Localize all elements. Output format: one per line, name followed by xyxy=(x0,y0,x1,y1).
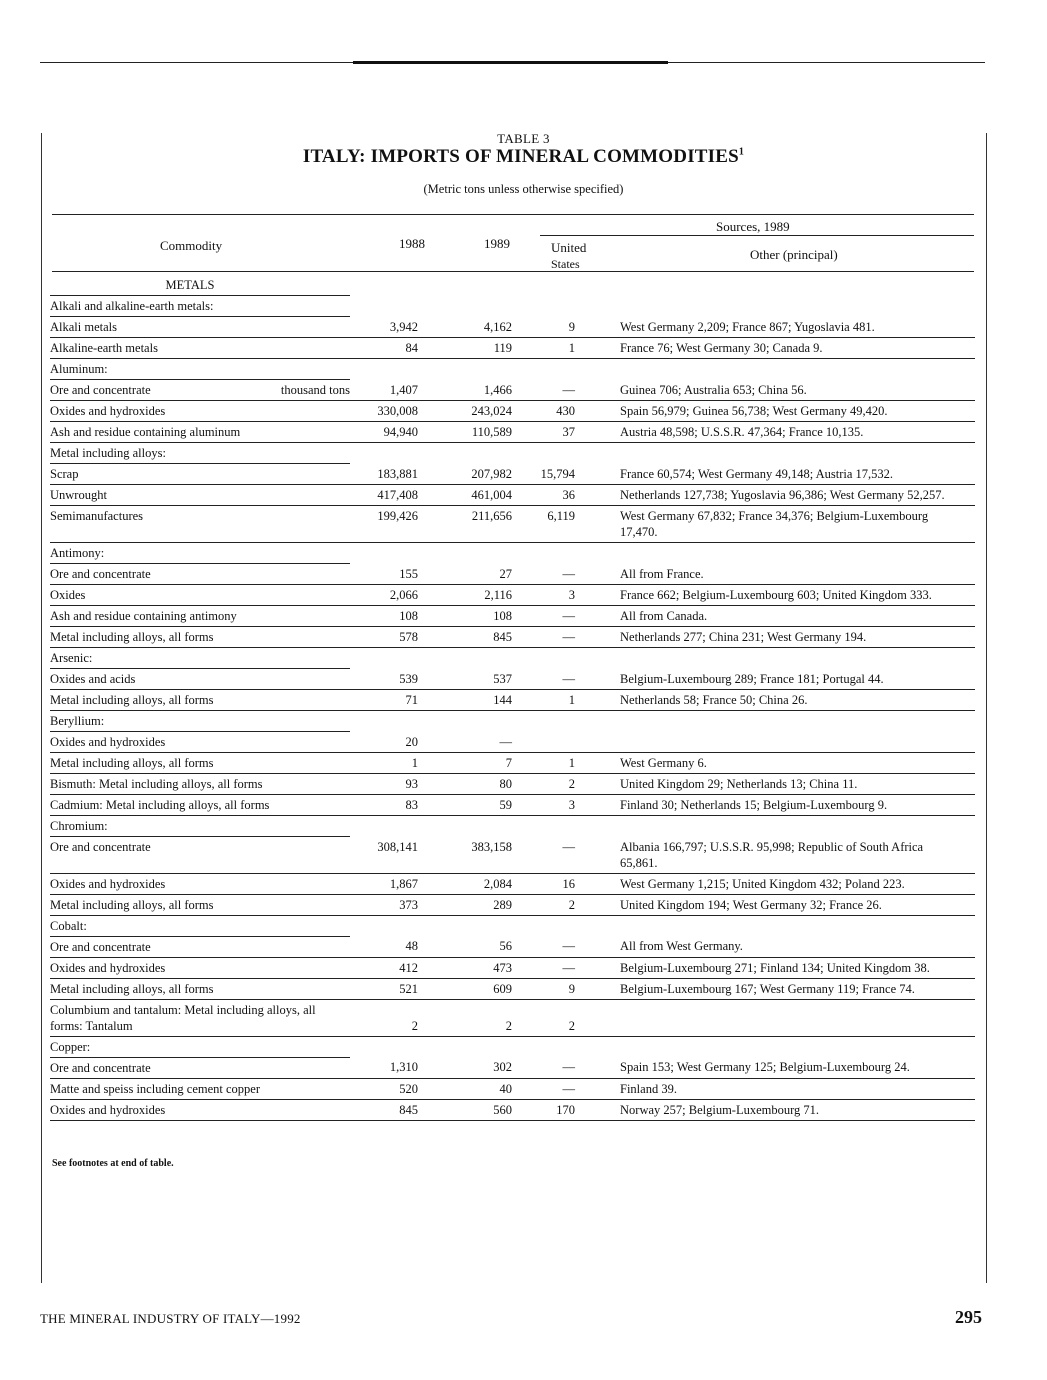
commodity-label: Alkali and alkaline-earth metals: xyxy=(50,299,214,313)
commodity-label: Oxides and hydroxides xyxy=(50,960,166,975)
value-us xyxy=(520,816,600,837)
other-sources: United Kingdom 194; West Germany 32; France 26. xyxy=(600,894,975,915)
value-1989 xyxy=(430,816,520,837)
value-1988: 417,408 xyxy=(350,485,430,506)
table-row xyxy=(50,317,975,338)
commodity-cell xyxy=(50,506,350,543)
value-us: — xyxy=(520,1057,600,1078)
value-1988 xyxy=(350,296,430,317)
commodity-cell xyxy=(50,957,350,978)
other-sources: Albania 166,797; U.S.S.R. 95,998; Republic of South Africa 65,861. xyxy=(600,837,975,874)
value-us xyxy=(520,359,600,380)
commodity-label: Aluminum: xyxy=(50,362,108,376)
commodity-cell xyxy=(50,401,350,422)
other-sources: All from Canada. xyxy=(600,606,975,627)
imports-table xyxy=(50,275,975,1121)
value-us: 37 xyxy=(520,422,600,443)
commodity-label: Cadmium: Metal including alloys, all forms xyxy=(50,798,270,812)
other-sources xyxy=(600,296,975,317)
value-1989: 1,466 xyxy=(430,380,520,401)
value-us: 1 xyxy=(520,338,600,359)
value-us: 1 xyxy=(520,690,600,711)
value-us: — xyxy=(520,564,600,585)
commodity-cell xyxy=(50,690,350,711)
other-sources: Austria 48,598; U.S.S.R. 47,364; France 10,135. xyxy=(600,422,975,443)
value-1988: 108 xyxy=(350,606,430,627)
table-row xyxy=(50,564,975,585)
commodity-label: Chromium: xyxy=(50,819,108,833)
value-us: 6,119 xyxy=(520,506,600,543)
value-1988 xyxy=(350,443,430,464)
value-1989: 383,158 xyxy=(430,837,520,874)
value-1988 xyxy=(350,711,430,732)
commodity-cell xyxy=(50,774,350,795)
value-1988: 578 xyxy=(350,627,430,648)
commodity-cell xyxy=(50,1099,350,1120)
commodity-label: Copper: xyxy=(50,1039,91,1054)
value-us: 430 xyxy=(520,401,600,422)
value-us xyxy=(520,711,600,732)
value-1988 xyxy=(350,648,430,669)
commodity-cell xyxy=(50,978,350,999)
header-bottom-rule xyxy=(52,271,974,272)
group-row xyxy=(50,816,975,837)
value-1989 xyxy=(430,915,520,936)
value-1988: 94,940 xyxy=(350,422,430,443)
value-us xyxy=(520,443,600,464)
col-header-1989: 1989 xyxy=(484,236,510,251)
commodity-label: Metal including alloys, all forms xyxy=(50,756,214,770)
table-row xyxy=(50,873,975,894)
col-header-united-states xyxy=(551,240,586,272)
table-row xyxy=(50,690,975,711)
commodity-label: Ash and residue containing aluminum xyxy=(50,425,241,439)
value-us xyxy=(520,648,600,669)
commodity-cell xyxy=(50,936,350,957)
other-sources xyxy=(600,816,975,837)
value-1989: 845 xyxy=(430,627,520,648)
value-1988: 412 xyxy=(350,957,430,978)
imports-table-body xyxy=(50,275,975,1120)
value-1989: — xyxy=(430,732,520,753)
value-1989: 2,084 xyxy=(430,873,520,894)
table-row xyxy=(50,753,975,774)
value-us: 36 xyxy=(520,485,600,506)
value-us: 1 xyxy=(520,753,600,774)
value-1988: 1,867 xyxy=(350,873,430,894)
commodity-label: Alkaline-earth metals xyxy=(50,341,158,355)
commodity-cell xyxy=(50,837,350,874)
group-row xyxy=(50,711,975,732)
col-header-us-line2: States xyxy=(551,257,580,271)
commodity-label: Metal including alloys: xyxy=(50,446,166,460)
commodity-cell xyxy=(50,894,350,915)
value-1989 xyxy=(430,648,520,669)
value-1989 xyxy=(430,543,520,564)
commodity-cell xyxy=(50,275,350,296)
commodity-label: Ore and concentrate xyxy=(50,1060,151,1075)
commodity-label: METALS xyxy=(165,278,215,292)
other-sources: Belgium-Luxembourg 167; West Germany 119; France 74. xyxy=(600,978,975,999)
table-title xyxy=(0,146,1047,168)
group-row xyxy=(50,1036,975,1057)
group-row xyxy=(50,359,975,380)
value-1989: 40 xyxy=(430,1078,520,1099)
table-row xyxy=(50,732,975,753)
value-us: — xyxy=(520,606,600,627)
table-row xyxy=(50,894,975,915)
commodity-cell xyxy=(50,711,350,732)
other-sources: United Kingdom 29; Netherlands 13; China 11. xyxy=(600,774,975,795)
commodity-label: Ore and concentrate xyxy=(50,939,151,954)
other-sources: All from West Germany. xyxy=(600,936,975,957)
commodity-label: Antimony: xyxy=(50,546,105,560)
table-row xyxy=(50,380,975,401)
other-sources: West Germany 67,832; France 34,376; Belgium-Luxembourg 17,470. xyxy=(600,506,975,543)
table-row xyxy=(50,837,975,874)
running-footer: THE MINERAL INDUSTRY OF ITALY—1992 xyxy=(40,1311,301,1326)
commodity-cell xyxy=(50,317,350,338)
commodity-label: Cobalt: xyxy=(50,918,87,933)
commodity-label: Columbium and tantalum: Metal including alloys, all forms: Tantalum xyxy=(50,1002,316,1033)
value-us: — xyxy=(520,957,600,978)
value-1989: 110,589 xyxy=(430,422,520,443)
value-1988 xyxy=(350,816,430,837)
commodity-label: Bismuth: Metal including alloys, all forms xyxy=(50,777,263,791)
value-1989: 7 xyxy=(430,753,520,774)
table-row xyxy=(50,669,975,690)
commodity-label: Scrap xyxy=(50,467,79,481)
table-row xyxy=(50,999,975,1036)
commodity-label: Oxides xyxy=(50,588,86,602)
value-us: 2 xyxy=(520,894,600,915)
title-footnote-marker: 1 xyxy=(738,146,745,158)
table-title-text: ITALY: IMPORTS OF MINERAL COMMODITIES xyxy=(302,146,739,167)
value-us xyxy=(520,732,600,753)
value-1988: 1,407 xyxy=(350,380,430,401)
value-1988: 183,881 xyxy=(350,464,430,485)
value-1989: 59 xyxy=(430,795,520,816)
value-us: — xyxy=(520,1078,600,1099)
value-1988 xyxy=(350,915,430,936)
commodity-cell xyxy=(50,606,350,627)
value-1989: 473 xyxy=(430,957,520,978)
commodity-cell xyxy=(50,753,350,774)
commodity-cell xyxy=(50,648,350,669)
value-1988 xyxy=(350,543,430,564)
value-1988: 199,426 xyxy=(350,506,430,543)
commodity-label: Unwrought xyxy=(50,488,107,502)
commodity-cell xyxy=(50,485,350,506)
commodity-label: Oxides and acids xyxy=(50,672,136,686)
value-1989 xyxy=(430,443,520,464)
value-1988: 308,141 xyxy=(350,837,430,874)
value-us: 9 xyxy=(520,317,600,338)
value-1989: 56 xyxy=(430,936,520,957)
other-sources xyxy=(600,443,975,464)
commodity-cell xyxy=(50,1078,350,1099)
commodity-cell xyxy=(50,1036,350,1057)
commodity-cell xyxy=(50,999,350,1036)
value-1989 xyxy=(430,359,520,380)
value-1989: 243,024 xyxy=(430,401,520,422)
value-1989: 302 xyxy=(430,1057,520,1078)
value-1989: 560 xyxy=(430,1099,520,1120)
table-row xyxy=(50,338,975,359)
commodity-cell xyxy=(50,1057,350,1078)
value-1989 xyxy=(430,296,520,317)
value-1989: 211,656 xyxy=(430,506,520,543)
value-us: 9 xyxy=(520,978,600,999)
commodity-label: Oxides and hydroxides xyxy=(50,876,166,891)
commodity-label: Oxides and hydroxides xyxy=(50,404,166,418)
table-row xyxy=(50,485,975,506)
value-us: — xyxy=(520,380,600,401)
value-1988: 93 xyxy=(350,774,430,795)
commodity-cell xyxy=(50,443,350,464)
commodity-label: Metal including alloys, all forms xyxy=(50,897,214,912)
commodity-cell xyxy=(50,543,350,564)
other-sources xyxy=(600,275,975,296)
other-sources xyxy=(600,711,975,732)
value-us: — xyxy=(520,936,600,957)
commodity-label: Semimanufactures xyxy=(50,509,144,523)
table-row xyxy=(50,464,975,485)
sources-rule xyxy=(540,235,974,236)
page-number: 295 xyxy=(955,1307,982,1327)
table-row xyxy=(50,1057,975,1078)
commodity-cell xyxy=(50,732,350,753)
other-sources: France 662; Belgium-Luxembourg 603; United Kingdom 333. xyxy=(600,585,975,606)
value-1988: 20 xyxy=(350,732,430,753)
commodity-label: Beryllium: xyxy=(50,714,105,728)
commodity-label: Arsenic: xyxy=(50,651,93,665)
table-row xyxy=(50,774,975,795)
value-1989: 461,004 xyxy=(430,485,520,506)
table-row xyxy=(50,401,975,422)
value-1988: 2 xyxy=(350,999,430,1036)
table-row xyxy=(50,957,975,978)
value-1988: 845 xyxy=(350,1099,430,1120)
other-sources xyxy=(600,999,975,1036)
other-sources xyxy=(600,543,975,564)
value-us xyxy=(520,915,600,936)
commodity-cell xyxy=(50,359,350,380)
value-1988: 2,066 xyxy=(350,585,430,606)
value-1988: 521 xyxy=(350,978,430,999)
value-us xyxy=(520,543,600,564)
commodity-cell xyxy=(50,795,350,816)
other-sources: Belgium-Luxembourg 271; Finland 134; United Kingdom 38. xyxy=(600,957,975,978)
commodity-cell xyxy=(50,873,350,894)
value-1989 xyxy=(430,711,520,732)
value-us: — xyxy=(520,627,600,648)
commodity-cell xyxy=(50,915,350,936)
table-row xyxy=(50,422,975,443)
value-1989: 2,116 xyxy=(430,585,520,606)
col-header-1988: 1988 xyxy=(399,236,425,251)
other-sources: Norway 257; Belgium-Luxembourg 71. xyxy=(600,1099,975,1120)
value-1989 xyxy=(430,275,520,296)
value-1989: 80 xyxy=(430,774,520,795)
value-1988: 155 xyxy=(350,564,430,585)
left-margin-line xyxy=(41,133,42,1283)
commodity-cell xyxy=(50,627,350,648)
footnote: See footnotes at end of table. xyxy=(52,1158,174,1169)
table-row xyxy=(50,795,975,816)
commodity-label: Metal including alloys, all forms xyxy=(50,693,214,707)
table-row xyxy=(50,627,975,648)
group-row xyxy=(50,296,975,317)
value-1988: 84 xyxy=(350,338,430,359)
other-sources: All from France. xyxy=(600,564,975,585)
other-sources xyxy=(600,915,975,936)
other-sources: Netherlands 277; China 231; West Germany 194. xyxy=(600,627,975,648)
other-sources: West Germany 6. xyxy=(600,753,975,774)
other-sources: Finland 30; Netherlands 15; Belgium-Luxembourg 9. xyxy=(600,795,975,816)
other-sources xyxy=(600,1036,975,1057)
value-1988: 83 xyxy=(350,795,430,816)
other-sources: Netherlands 58; France 50; China 26. xyxy=(600,690,975,711)
value-1988: 71 xyxy=(350,690,430,711)
commodity-label: Metal including alloys, all forms xyxy=(50,630,214,644)
commodity-label: Ore and concentrate xyxy=(50,383,151,397)
group-row xyxy=(50,648,975,669)
value-1988: 1 xyxy=(350,753,430,774)
value-1988 xyxy=(350,1036,430,1057)
value-1988 xyxy=(350,275,430,296)
commodity-cell xyxy=(50,464,350,485)
value-us xyxy=(520,296,600,317)
commodity-label: Matte and speiss including cement copper xyxy=(50,1081,261,1096)
commodity-label: Oxides and hydroxides xyxy=(50,1102,166,1117)
table-row xyxy=(50,1099,975,1120)
commodity-cell xyxy=(50,564,350,585)
table-row xyxy=(50,978,975,999)
value-1988: 330,008 xyxy=(350,401,430,422)
commodity-cell xyxy=(50,296,350,317)
col-header-commodity: Commodity xyxy=(160,238,223,253)
value-1989: 108 xyxy=(430,606,520,627)
table-row xyxy=(50,606,975,627)
other-sources: Netherlands 127,738; Yugoslavia 96,386; West Germany 52,257. xyxy=(600,485,975,506)
commodity-cell xyxy=(50,338,350,359)
commodity-cell xyxy=(50,816,350,837)
value-1989: 119 xyxy=(430,338,520,359)
commodity-cell xyxy=(50,422,350,443)
value-1989: 4,162 xyxy=(430,317,520,338)
value-us: — xyxy=(520,837,600,874)
value-us: 2 xyxy=(520,774,600,795)
commodity-label: Ore and concentrate xyxy=(50,567,151,581)
value-1989: 207,982 xyxy=(430,464,520,485)
commodity-label: Ore and concentrate xyxy=(50,840,151,854)
group-row xyxy=(50,443,975,464)
value-us xyxy=(520,275,600,296)
col-header-sources: Sources, 1989 xyxy=(716,219,790,234)
other-sources xyxy=(600,648,975,669)
commodity-label: Alkali metals xyxy=(50,320,117,334)
other-sources: Guinea 706; Australia 653; China 56. xyxy=(600,380,975,401)
table-row xyxy=(50,936,975,957)
value-1988 xyxy=(350,359,430,380)
other-sources: Belgium-Luxembourg 289; France 181; Portugal 44. xyxy=(600,669,975,690)
commodity-cell xyxy=(50,669,350,690)
col-header-us-line1: United xyxy=(551,240,587,255)
commodity-label: Oxides and hydroxides xyxy=(50,735,166,749)
value-us: 3 xyxy=(520,585,600,606)
value-us: 16 xyxy=(520,873,600,894)
value-1989: 144 xyxy=(430,690,520,711)
value-1989 xyxy=(430,1036,520,1057)
commodity-cell xyxy=(50,585,350,606)
right-margin-line xyxy=(986,133,987,1283)
table-row xyxy=(50,506,975,543)
value-1988: 48 xyxy=(350,936,430,957)
value-1989: 609 xyxy=(430,978,520,999)
other-sources: France 60,574; West Germany 49,148; Austria 17,532. xyxy=(600,464,975,485)
value-us: 2 xyxy=(520,999,600,1036)
value-1989: 27 xyxy=(430,564,520,585)
value-us: 170 xyxy=(520,1099,600,1120)
top-rule-heavy xyxy=(353,61,668,64)
value-1988: 520 xyxy=(350,1078,430,1099)
value-us: 15,794 xyxy=(520,464,600,485)
value-1988: 539 xyxy=(350,669,430,690)
value-us: — xyxy=(520,669,600,690)
commodity-label: Ash and residue containing antimony xyxy=(50,609,237,623)
other-sources xyxy=(600,359,975,380)
commodity-label: Metal including alloys, all forms xyxy=(50,981,214,996)
section-row xyxy=(50,275,975,296)
unit-label: thousand tons xyxy=(280,383,350,397)
header-top-rule xyxy=(52,214,974,215)
other-sources: West Germany 2,209; France 867; Yugoslavia 481. xyxy=(600,317,975,338)
table-subtitle: (Metric tons unless otherwise specified) xyxy=(423,182,624,196)
col-header-other: Other (principal) xyxy=(750,247,838,262)
other-sources: Spain 153; West Germany 125; Belgium-Luxembourg 24. xyxy=(600,1057,975,1078)
value-1989: 289 xyxy=(430,894,520,915)
group-row xyxy=(50,915,975,936)
other-sources: Spain 56,979; Guinea 56,738; West Germany 49,420. xyxy=(600,401,975,422)
table-label: TABLE 3 xyxy=(497,131,550,146)
value-us xyxy=(520,1036,600,1057)
table-row xyxy=(50,1078,975,1099)
commodity-cell xyxy=(50,380,350,401)
value-us: 3 xyxy=(520,795,600,816)
group-row xyxy=(50,543,975,564)
value-1988: 373 xyxy=(350,894,430,915)
table-row xyxy=(50,585,975,606)
value-1988: 3,942 xyxy=(350,317,430,338)
other-sources xyxy=(600,732,975,753)
other-sources: West Germany 1,215; United Kingdom 432; Poland 223. xyxy=(600,873,975,894)
other-sources: Finland 39. xyxy=(600,1078,975,1099)
value-1988: 1,310 xyxy=(350,1057,430,1078)
other-sources: France 76; West Germany 30; Canada 9. xyxy=(600,338,975,359)
value-1989: 2 xyxy=(430,999,520,1036)
value-1989: 537 xyxy=(430,669,520,690)
